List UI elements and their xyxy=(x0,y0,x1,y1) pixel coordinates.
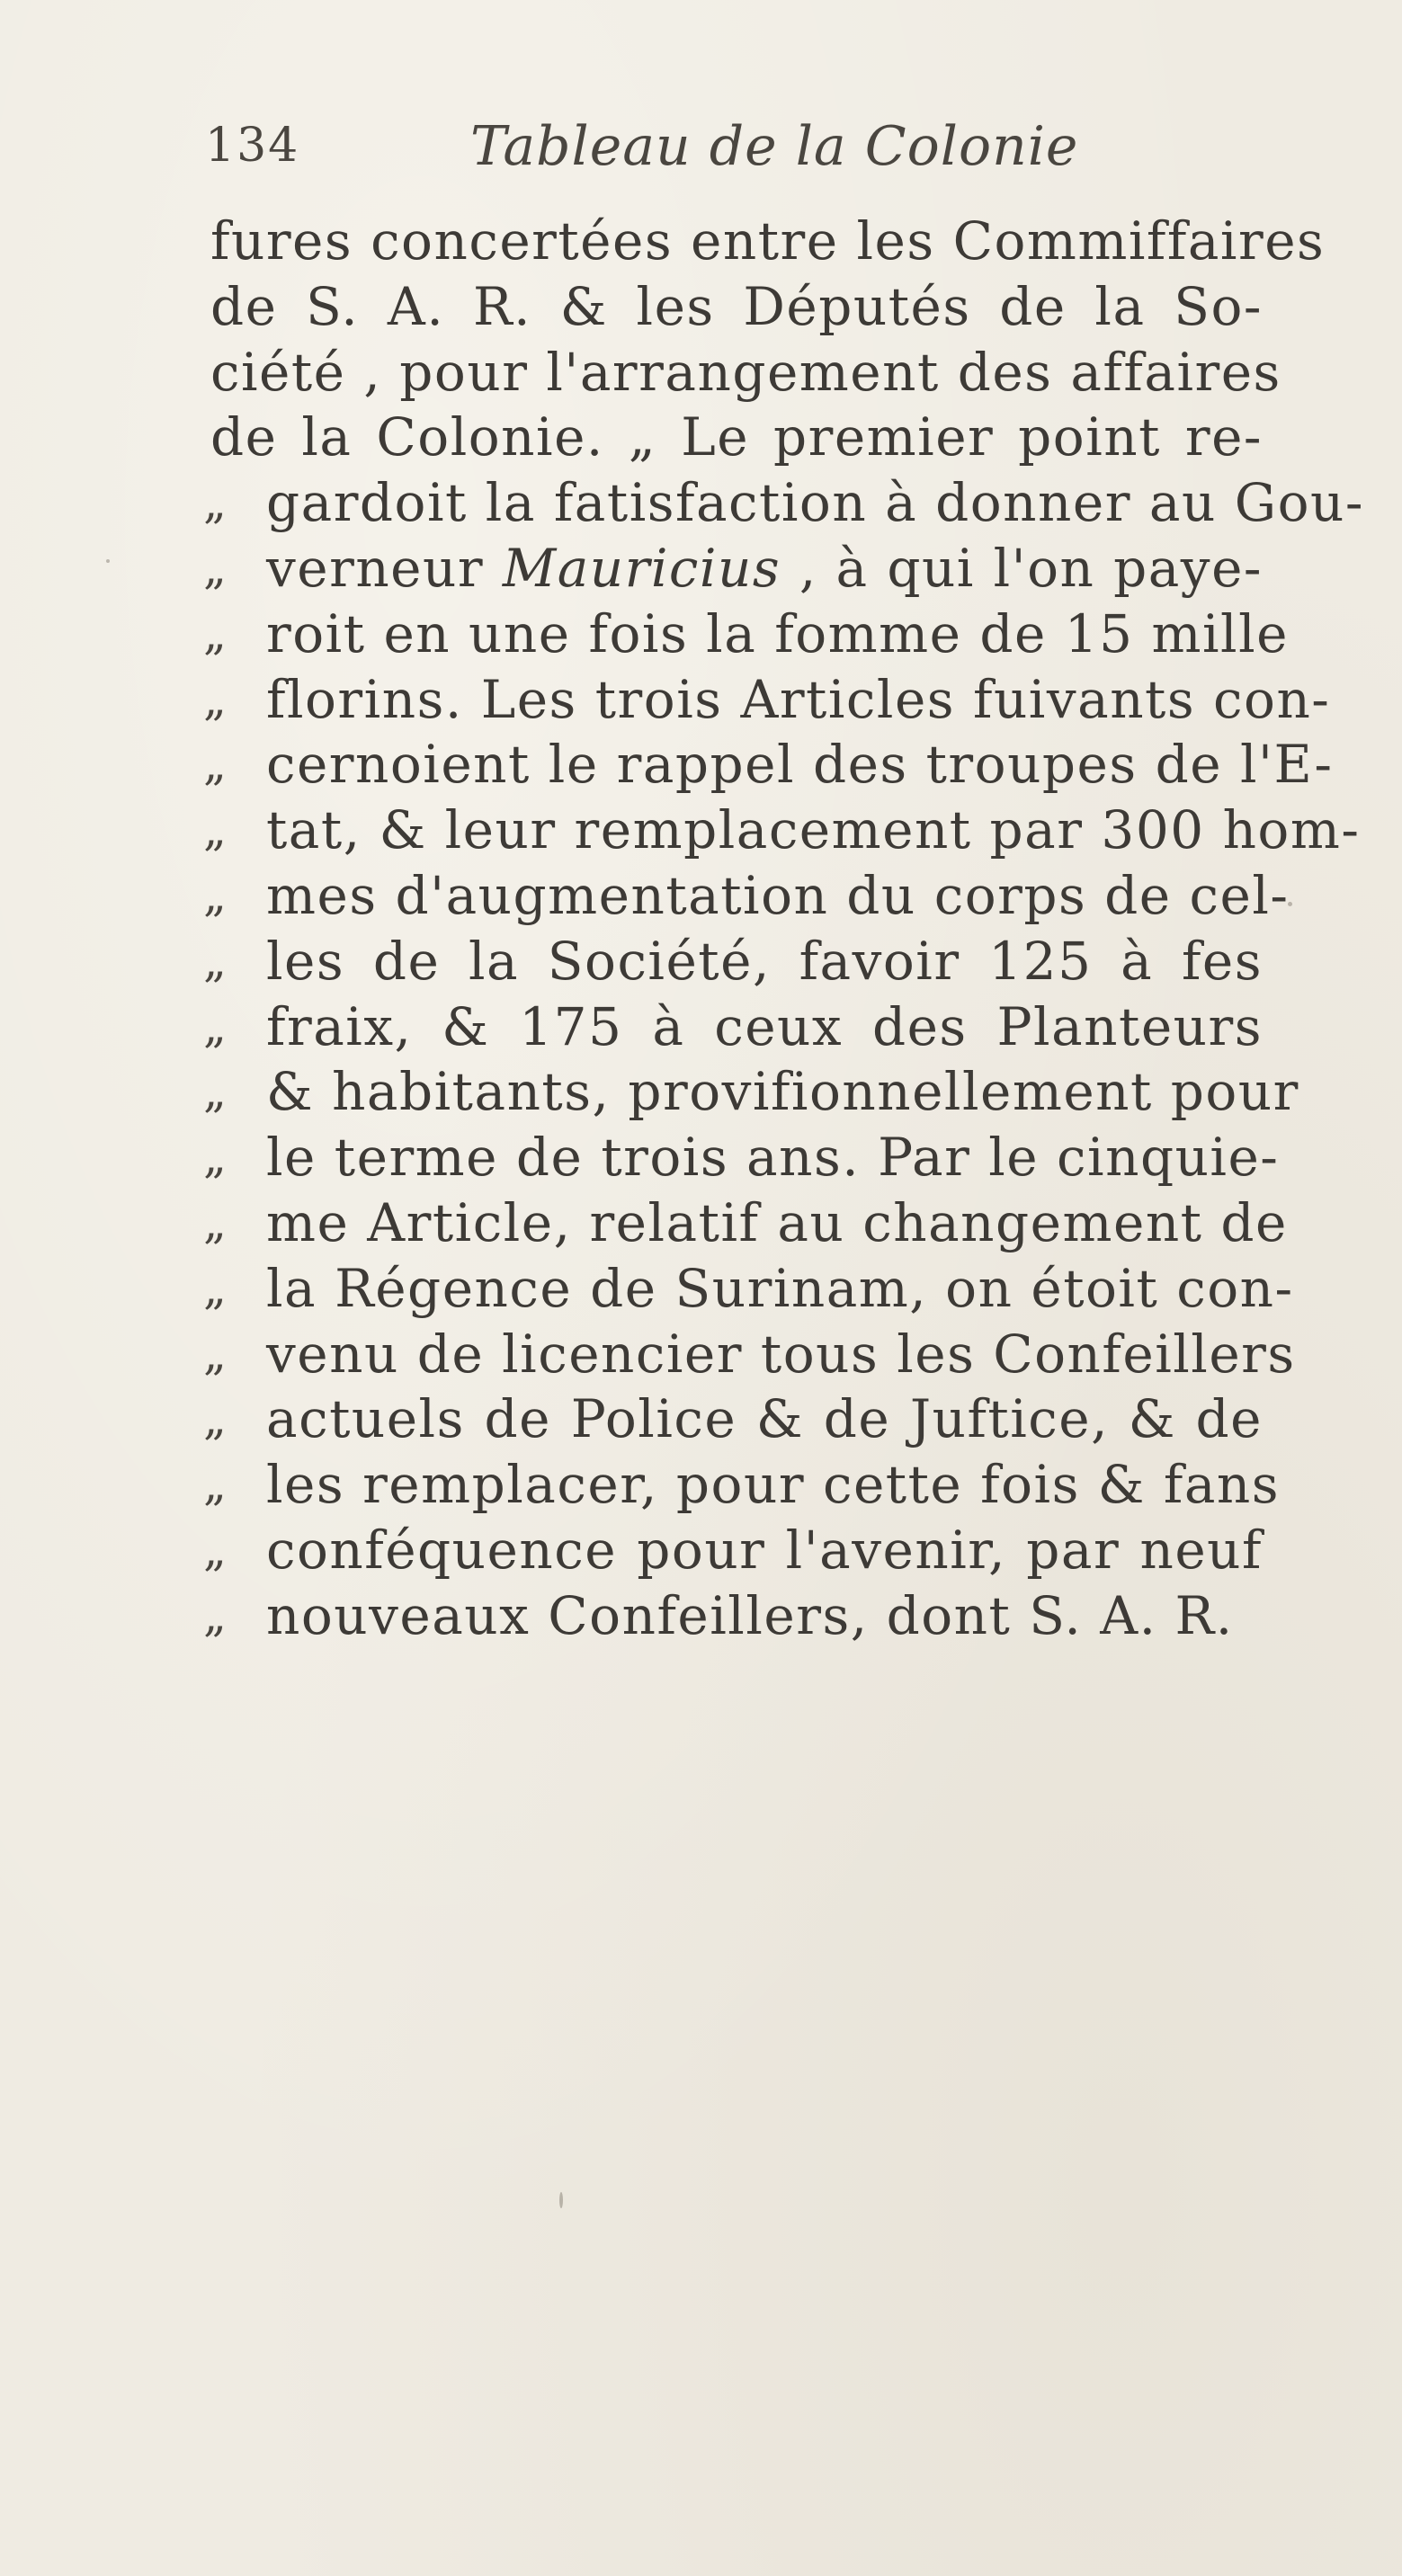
quoted-line: „ mes d'augmentation du corps de cel- xyxy=(210,863,1263,929)
quote-mark: „ xyxy=(203,869,228,922)
quote-mark: „ xyxy=(203,738,228,791)
quoted-line: „ nouveaux Confeillers, dont S. A. R. xyxy=(210,1583,1263,1649)
quoted-line: „ & habitants, provifionnellement pour xyxy=(210,1059,1263,1125)
quoted-line: „ cernoient le rappel des troupes de l'E- xyxy=(210,732,1263,798)
quote-mark: „ xyxy=(203,1000,228,1053)
quote-mark: „ xyxy=(203,1327,228,1380)
quoted-line: „ venu de licencier tous les Confeillers xyxy=(210,1322,1263,1387)
quoted-line: „ les de la Société, favoir 125 à fes xyxy=(210,929,1263,994)
paper-speck xyxy=(106,559,110,563)
quote-mark: „ xyxy=(203,1523,228,1576)
quote-mark: „ xyxy=(203,477,228,530)
quoted-line: „ me Article, relatif au changement de xyxy=(210,1190,1263,1256)
text-line: fures concertées entre les Commiffaires xyxy=(210,210,1326,272)
quote-mark: „ xyxy=(203,1065,228,1119)
quoted-line: „ actuels de Police & de Juftice, & de xyxy=(210,1386,1263,1452)
quoted-line: „ fraix, & 175 à ceux des Planteurs xyxy=(210,994,1263,1060)
quote-mark: „ xyxy=(203,804,228,857)
paper-speck xyxy=(1288,902,1292,906)
quoted-line: „ tat, & leur remplacement par 300 hom- xyxy=(210,798,1263,863)
quote-mark: „ xyxy=(203,1458,228,1511)
italic-name: Mauricius xyxy=(502,537,781,599)
quoted-line: „ conféquence pour l'avenir, par neuf xyxy=(210,1518,1263,1583)
quote-mark: „ xyxy=(203,607,228,660)
quote-mark: „ xyxy=(203,1393,228,1446)
quoted-line: „ la Régence de Surinam, on étoit con- xyxy=(210,1256,1263,1322)
quote-mark: „ xyxy=(203,1131,228,1184)
quoted-line: „ roit en une fois la fomme de 15 mille xyxy=(210,602,1263,667)
quote-mark: „ xyxy=(203,1589,228,1642)
quoted-line: „ florins. Les trois Articles fuivants con- xyxy=(210,667,1263,733)
quote-mark: „ xyxy=(203,541,228,594)
quote-mark: „ xyxy=(203,1261,228,1315)
text-line: ciété , pour l'arrangement des affaires xyxy=(210,341,1281,403)
quote-mark: „ xyxy=(203,934,228,987)
quoted-line: „ le terme de trois ans. Par le cinquie- xyxy=(210,1125,1263,1190)
paper-speck xyxy=(559,2192,563,2208)
quoted-line: „ les remplacer, pour cette fois & fans xyxy=(210,1452,1263,1518)
text-line: de S. A. R. & les Députés de la So- xyxy=(210,275,1263,337)
quote-mark: „ xyxy=(203,673,228,726)
running-title: Tableau de la Colonie xyxy=(470,115,1079,178)
page-number: 134 xyxy=(205,119,300,173)
running-head xyxy=(205,115,1284,178)
text-line: de la Colonie. „ Le premier point re- xyxy=(210,406,1263,468)
quote-mark: „ xyxy=(203,1196,228,1249)
body-text xyxy=(203,209,1364,1649)
quoted-line: „ verneur Mauricius , à qui l'on paye- xyxy=(210,536,1263,602)
quoted-line: „ gardoit la fatisfaction à donner au Gou- xyxy=(210,470,1263,536)
